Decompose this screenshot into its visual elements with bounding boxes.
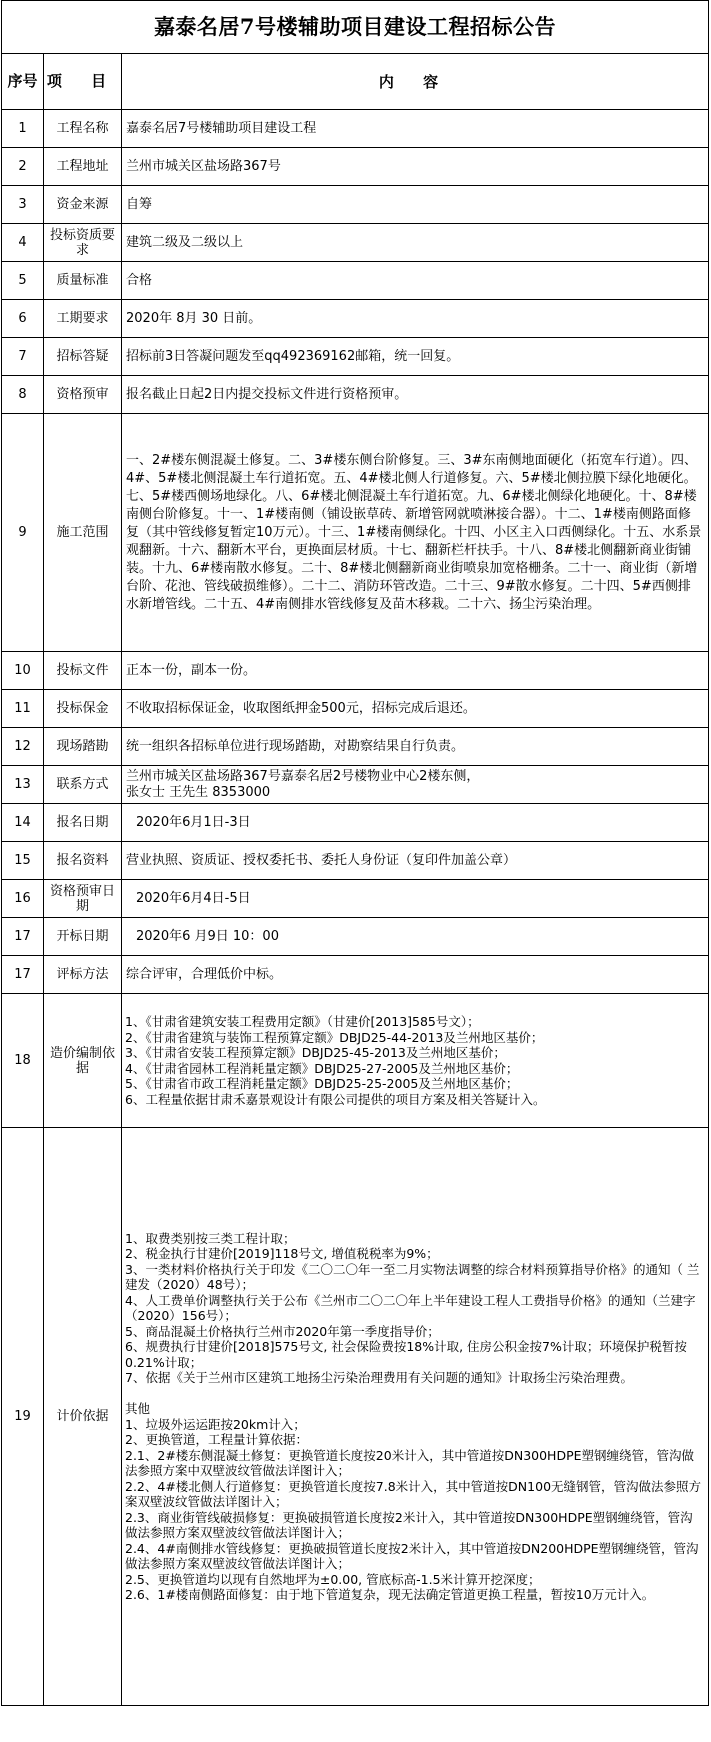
row-item: 联系方式 <box>44 766 122 804</box>
row-item: 计价依据 <box>44 1128 122 1706</box>
row-item: 工期要求 <box>44 300 122 338</box>
row-content: 兰州市城关区盐场路367号嘉泰名居2号楼物业中心2楼东侧， 张女士 王先生 8353000 <box>122 766 709 804</box>
row-content: 不收取招标保证金，收取图纸押金500元，招标完成后退还。 <box>122 690 709 728</box>
row-number: 2 <box>2 148 44 186</box>
row-number: 11 <box>2 690 44 728</box>
row-item: 资格预审日期 <box>44 880 122 918</box>
table-row <box>2 956 709 994</box>
row-content: 一、2#楼东侧混凝土修复。二、3#楼东侧台阶修复。三、3#东南侧地面硬化（拓宽车行道）。四、4#、5#楼北侧混凝土车行道拓宽。五、4#楼北侧人行道修复。六、5#楼北侧拉膜下绿化地硬化。七、5#楼西侧场地绿化。八、6#楼北侧混凝土车行道拓宽。九、6#楼北侧绿化地硬化。十、8#楼南侧台阶修复。十一、1#楼南侧（铺设嵌草砖、新增管网就喷淋接合器）。十二、1#楼南侧路面修复（其中管线修复暂定10万元）。十三、1#楼南侧绿化。十四、小区主入口西侧绿化。十五、水系景观翻新。十六、翻新木平台，更换面层材质。十七、翻新栏杆扶手。十八、8#楼北侧翻新商业街铺装。十九、6#楼南散水修复。二十、8#楼北侧翻新商业街喷泉加宽格栅条。二十一、商业街（新增台阶、花池、管线破损维修）。二十二、消防环管改造。二十三、9#散水修复。二十四、5#西侧排水新增管线。二十五、4#南侧排水管线修复及苗木移栽。二十六、扬尘污染治理。 <box>122 414 709 652</box>
table-row <box>2 918 709 956</box>
row-item: 造价编制依据 <box>44 994 122 1128</box>
row-item: 施工范围 <box>44 414 122 652</box>
table-row <box>2 414 709 652</box>
row-item: 资金来源 <box>44 186 122 224</box>
table-row <box>2 110 709 148</box>
row-content: 统一组织各招标单位进行现场踏勘，对勘察结果自行负责。 <box>122 728 709 766</box>
row-item: 招标答疑 <box>44 338 122 376</box>
table-row <box>2 690 709 728</box>
table-row <box>2 766 709 804</box>
row-item: 开标日期 <box>44 918 122 956</box>
row-content: 2020年 8月 30 日前。 <box>122 300 709 338</box>
row-number: 9 <box>2 414 44 652</box>
row-item: 工程地址 <box>44 148 122 186</box>
row-content: 2020年6月1日-3日 <box>122 804 709 842</box>
row-content: 招标前3日答凝问题发至qq492369162邮箱，统一回复。 <box>122 338 709 376</box>
row-item: 现场踏勘 <box>44 728 122 766</box>
row-number: 15 <box>2 842 44 880</box>
row-number: 18 <box>2 994 44 1128</box>
row-item: 工程名称 <box>44 110 122 148</box>
row-item: 报名资料 <box>44 842 122 880</box>
table-row <box>2 842 709 880</box>
row-number: 19 <box>2 1128 44 1706</box>
table-row <box>2 186 709 224</box>
row-number: 5 <box>2 262 44 300</box>
header-item: 项 目 <box>44 54 122 110</box>
table-row <box>2 994 709 1128</box>
row-item: 报名日期 <box>44 804 122 842</box>
row-item: 投标保金 <box>44 690 122 728</box>
table-row <box>2 1128 709 1706</box>
header-content: 内 容 <box>122 54 709 110</box>
row-content: 1、取费类别按三类工程计取； 2、税金执行甘建价[2019]118号文, 增值税税率为9%； 3、一类材料价格执行关于印发《二〇二〇年一至二月实物法调整的综合材料预算指导价格》的通知（ 兰建发（2020）48号）； 4、人工费单价调整执行关于公布《兰州市二〇二〇年上半年建设工程人工费指导价格》的通知（兰建字（2020）156号）； 5、商品混凝土价格执行兰州市2020年第一季度指导价； 6、规费执行甘建价[2018]575号文, 社会保险费按18%计取, 住房公积金按7%计取；环境保护税暂按0.21%计取； 7、依据《关于兰州市区建筑工地扬尘污染治理费用有关问题的通知》计取扬尘污染治理费。 其他 1、垃圾外运运距按20km计入； 2、更换管道，工程量计算依据： 2.1、2#楼东侧混凝土修复：更换管道长度按20米计入，其中管道按DN300HDPE塑钢缠绕管，管沟做法参照方案中双壁波纹管做法详图计入； 2.2、4#楼北侧人行道修复：更换管道长度按7.8米计入，其中管道按DN100无缝钢管，管沟做法参照方案双壁波纹管做法详图计入； 2.3、商业街管线破损修复：更换破损管道长度按2米计入，其中管道按DN300HDPE塑钢缠绕管，管沟做法参照方案双壁波纹管做法详图计入； 2.4、4#南侧排水管线修复：更换破损管道长度按2米计入，其中管道按DN200HDPE塑钢缠绕管，管沟做法参照方案双壁波纹管做法详图计入； 2.5、更换管道均以现有自然地坪为±0.00, 管底标高-1.5米计算开挖深度； 2.6、1#楼南侧路面修复：由于地下管道复杂，现无法确定管道更换工程量，暂按10万元计入。 <box>122 1128 709 1706</box>
row-item: 评标方法 <box>44 956 122 994</box>
row-content: 报名截止日起2日内提交投标文件进行资格预审。 <box>122 376 709 414</box>
row-number: 7 <box>2 338 44 376</box>
row-number: 17 <box>2 956 44 994</box>
row-content: 营业执照、资质证、授权委托书、委托人身份证（复印件加盖公章） <box>122 842 709 880</box>
table-header-row <box>2 54 709 110</box>
row-content: 兰州市城关区盐场路367号 <box>122 148 709 186</box>
row-content: 1、《甘肃省建筑安装工程费用定额》（甘建价[2013]585号文）； 2、《甘肃省建筑与装饰工程预算定额》DBJD25-44-2013及兰州地区基价； 3、《甘肃省安装工程预算定额》DBJD25-45-2013及兰州地区基价； 4、《甘肃省园林工程消耗量定额》DBJD25-27-2005及兰州地区基价； 5、《甘肃省市政工程消耗量定额》DBJD25-25-2005及兰州地区基价； 6、工程量依据甘肃禾嘉景观设计有限公司提供的项目方案及相关答疑计入。 <box>122 994 709 1128</box>
row-number: 10 <box>2 652 44 690</box>
row-content: 2020年6 月9日 10：00 <box>122 918 709 956</box>
header-seq: 序号 <box>2 54 44 110</box>
table-row <box>2 148 709 186</box>
row-number: 17 <box>2 918 44 956</box>
table-row <box>2 804 709 842</box>
row-number: 6 <box>2 300 44 338</box>
row-content: 2020年6月4日-5日 <box>122 880 709 918</box>
row-content: 正本一份，副本一份。 <box>122 652 709 690</box>
row-number: 3 <box>2 186 44 224</box>
row-content: 自筹 <box>122 186 709 224</box>
row-number: 4 <box>2 224 44 262</box>
table-row <box>2 880 709 918</box>
row-item: 资格预审 <box>44 376 122 414</box>
row-number: 14 <box>2 804 44 842</box>
table-row <box>2 224 709 262</box>
tender-notice-page <box>1 0 709 1706</box>
table-row <box>2 338 709 376</box>
row-number: 8 <box>2 376 44 414</box>
row-number: 1 <box>2 110 44 148</box>
table-row <box>2 262 709 300</box>
row-number: 13 <box>2 766 44 804</box>
row-item: 质量标准 <box>44 262 122 300</box>
row-item: 投标资质要求 <box>44 224 122 262</box>
row-item: 投标文件 <box>44 652 122 690</box>
row-number: 12 <box>2 728 44 766</box>
table-row <box>2 300 709 338</box>
row-content: 合格 <box>122 262 709 300</box>
row-number: 16 <box>2 880 44 918</box>
row-content: 建筑二级及二级以上 <box>122 224 709 262</box>
tender-table <box>1 53 709 1706</box>
document-title: 嘉泰名居7号楼辅助项目建设工程招标公告 <box>1 0 709 53</box>
row-content: 嘉泰名居7号楼辅助项目建设工程 <box>122 110 709 148</box>
table-row <box>2 652 709 690</box>
table-row <box>2 376 709 414</box>
row-content: 综合评审，合理低价中标。 <box>122 956 709 994</box>
table-row <box>2 728 709 766</box>
